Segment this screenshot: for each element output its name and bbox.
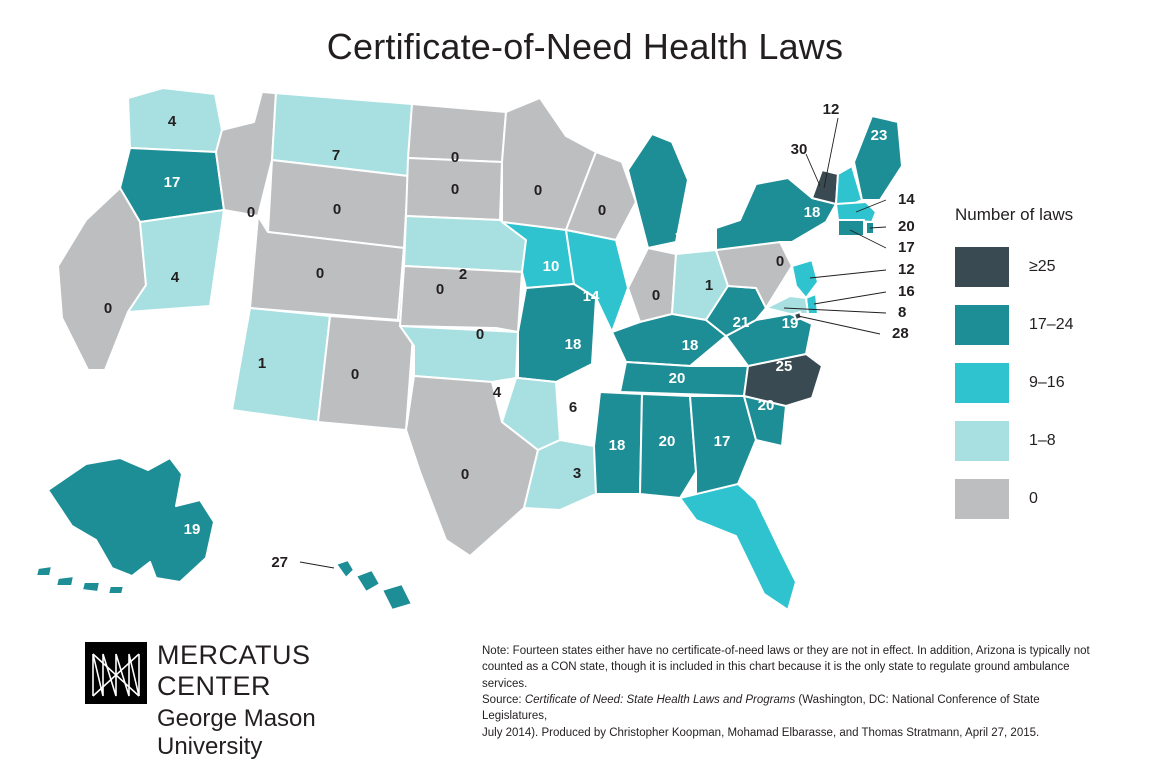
state-VT[interactable] — [812, 170, 838, 204]
label-NY: 18 — [803, 203, 821, 221]
label-NE: 2 — [458, 265, 468, 283]
label-AK: 19 — [183, 520, 201, 538]
legend-label-17-24: 17–24 — [1029, 316, 1074, 333]
label-FL: 11 — [761, 502, 777, 520]
label-LA: 3 — [572, 464, 582, 482]
label-TN: 20 — [668, 369, 686, 387]
choropleth-map — [0, 70, 930, 610]
state-NJ[interactable] — [792, 260, 818, 298]
label-IL: 14 — [582, 287, 600, 305]
label-OH: 1 — [704, 276, 714, 294]
mercatus-logo-line2: George Mason University — [157, 705, 316, 760]
label-ND: 0 — [450, 148, 460, 166]
label-MO: 18 — [564, 335, 582, 353]
notes-block — [482, 643, 1102, 741]
label-SD: 0 — [450, 180, 460, 198]
label-PA: 0 — [775, 252, 785, 270]
legend-title: Number of laws — [955, 205, 1074, 224]
legend — [955, 205, 1155, 537]
legend-label-0: 0 — [1029, 490, 1038, 507]
legend-item-17-24[interactable] — [955, 305, 1155, 345]
state-CT[interactable] — [838, 220, 864, 236]
page-title: Certificate-of-Need Health Laws — [326, 26, 844, 67]
callout-VT: 30 — [790, 141, 808, 158]
callout-NJ: 12 — [898, 261, 915, 278]
legend-swatch-1-8 — [955, 421, 1009, 461]
label-WV: 21 — [732, 313, 750, 331]
label-WI: 0 — [597, 201, 607, 219]
label-AZ: 1 — [257, 354, 267, 372]
label-NM: 0 — [350, 365, 360, 383]
label-SC: 20 — [757, 396, 775, 414]
legend-swatch-0 — [955, 479, 1009, 519]
callout-NH: 12 — [822, 101, 840, 118]
legend-label-1-8: 1–8 — [1029, 432, 1056, 449]
label-OR: 17 — [163, 173, 181, 191]
callout-MA: 14 — [898, 191, 915, 208]
source-title: Certificate of Need: State Health Laws and Programs — [524, 693, 796, 706]
note-line-1: Note: Fourteen states either have no certificate-of-need laws or they are not in effect. In addition, Arizona is typically not — [482, 645, 1090, 657]
label-VA: 19 — [781, 314, 799, 332]
label-ME: 23 — [870, 126, 888, 144]
label-WY: 0 — [332, 200, 342, 218]
label-TX: 0 — [460, 465, 470, 483]
callout-DC: 28 — [892, 325, 909, 342]
legend-item-25plus[interactable] — [955, 247, 1155, 287]
label-OK: 4 — [492, 383, 502, 401]
label-NV: 4 — [170, 268, 180, 286]
label-MI: 18 — [674, 228, 692, 246]
legend-label-9-16: 9–16 — [1029, 374, 1065, 391]
callout-DE: 16 — [898, 283, 915, 300]
label-IN: 0 — [651, 286, 661, 304]
label-GA: 17 — [713, 432, 731, 450]
callout-CT: 17 — [898, 239, 915, 256]
state-HI[interactable] — [336, 560, 412, 610]
label-MN: 0 — [533, 181, 543, 199]
state-OK[interactable] — [400, 326, 518, 382]
mercatus-mark-icon — [85, 642, 147, 704]
state-CA[interactable] — [58, 188, 146, 370]
label-AL: 20 — [658, 432, 676, 450]
callout-line-VT — [806, 154, 820, 186]
label-ID: 0 — [246, 203, 256, 221]
label-WA: 4 — [167, 112, 177, 130]
label-CA: 0 — [103, 299, 113, 317]
label-NC: 25 — [775, 357, 793, 375]
callout-line-DE — [814, 292, 886, 304]
source-line — [482, 692, 1102, 725]
state-IN[interactable] — [628, 248, 676, 322]
legend-swatch-17-24 — [955, 305, 1009, 345]
footer — [0, 625, 1170, 760]
legend-item-1-8[interactable] — [955, 421, 1155, 461]
state-NM[interactable] — [318, 316, 414, 430]
legend-swatch-9-16 — [955, 363, 1009, 403]
legend-label-25plus: ≥25 — [1029, 258, 1056, 275]
state-AK-islands — [36, 566, 124, 594]
legend-swatch-25plus — [955, 247, 1009, 287]
callout-HI: 27 — [271, 554, 288, 571]
note-line-2: counted as a CON state, though it is included in this chart because it is the only state to regulate ground ambulance services. — [482, 661, 1070, 690]
label-IA: 10 — [542, 257, 560, 275]
label-CO: 0 — [435, 280, 445, 298]
callout-RI: 20 — [898, 218, 915, 235]
legend-item-0[interactable] — [955, 479, 1155, 519]
label-MS: 18 — [608, 436, 626, 454]
callout-line-NJ — [810, 270, 886, 278]
label-UT: 0 — [315, 264, 325, 282]
label-KY: 18 — [681, 336, 699, 354]
label-AR: 6 — [568, 398, 578, 416]
mercatus-logo-line1: MERCATUS CENTER — [157, 640, 311, 701]
callout-line-HI — [300, 562, 334, 568]
legend-item-9-16[interactable] — [955, 363, 1155, 403]
label-MT: 7 — [331, 146, 341, 164]
callout-MD: 8 — [898, 304, 907, 321]
note-line-4: July 2014). Produced by Christopher Koopman, Mohamad Elbarasse, and Thomas Stratmann, April 27, 2015. — [482, 726, 1040, 739]
source-prefix: Source: — [482, 693, 525, 706]
state-ID[interactable] — [216, 92, 276, 216]
state-FL[interactable] — [680, 484, 796, 610]
label-KS: 0 — [475, 325, 485, 343]
state-AZ[interactable] — [232, 308, 330, 422]
source-rest: (Washington, DC: National Conference of State Legislatures, — [482, 693, 1040, 723]
mercatus-logo-text — [157, 640, 425, 761]
